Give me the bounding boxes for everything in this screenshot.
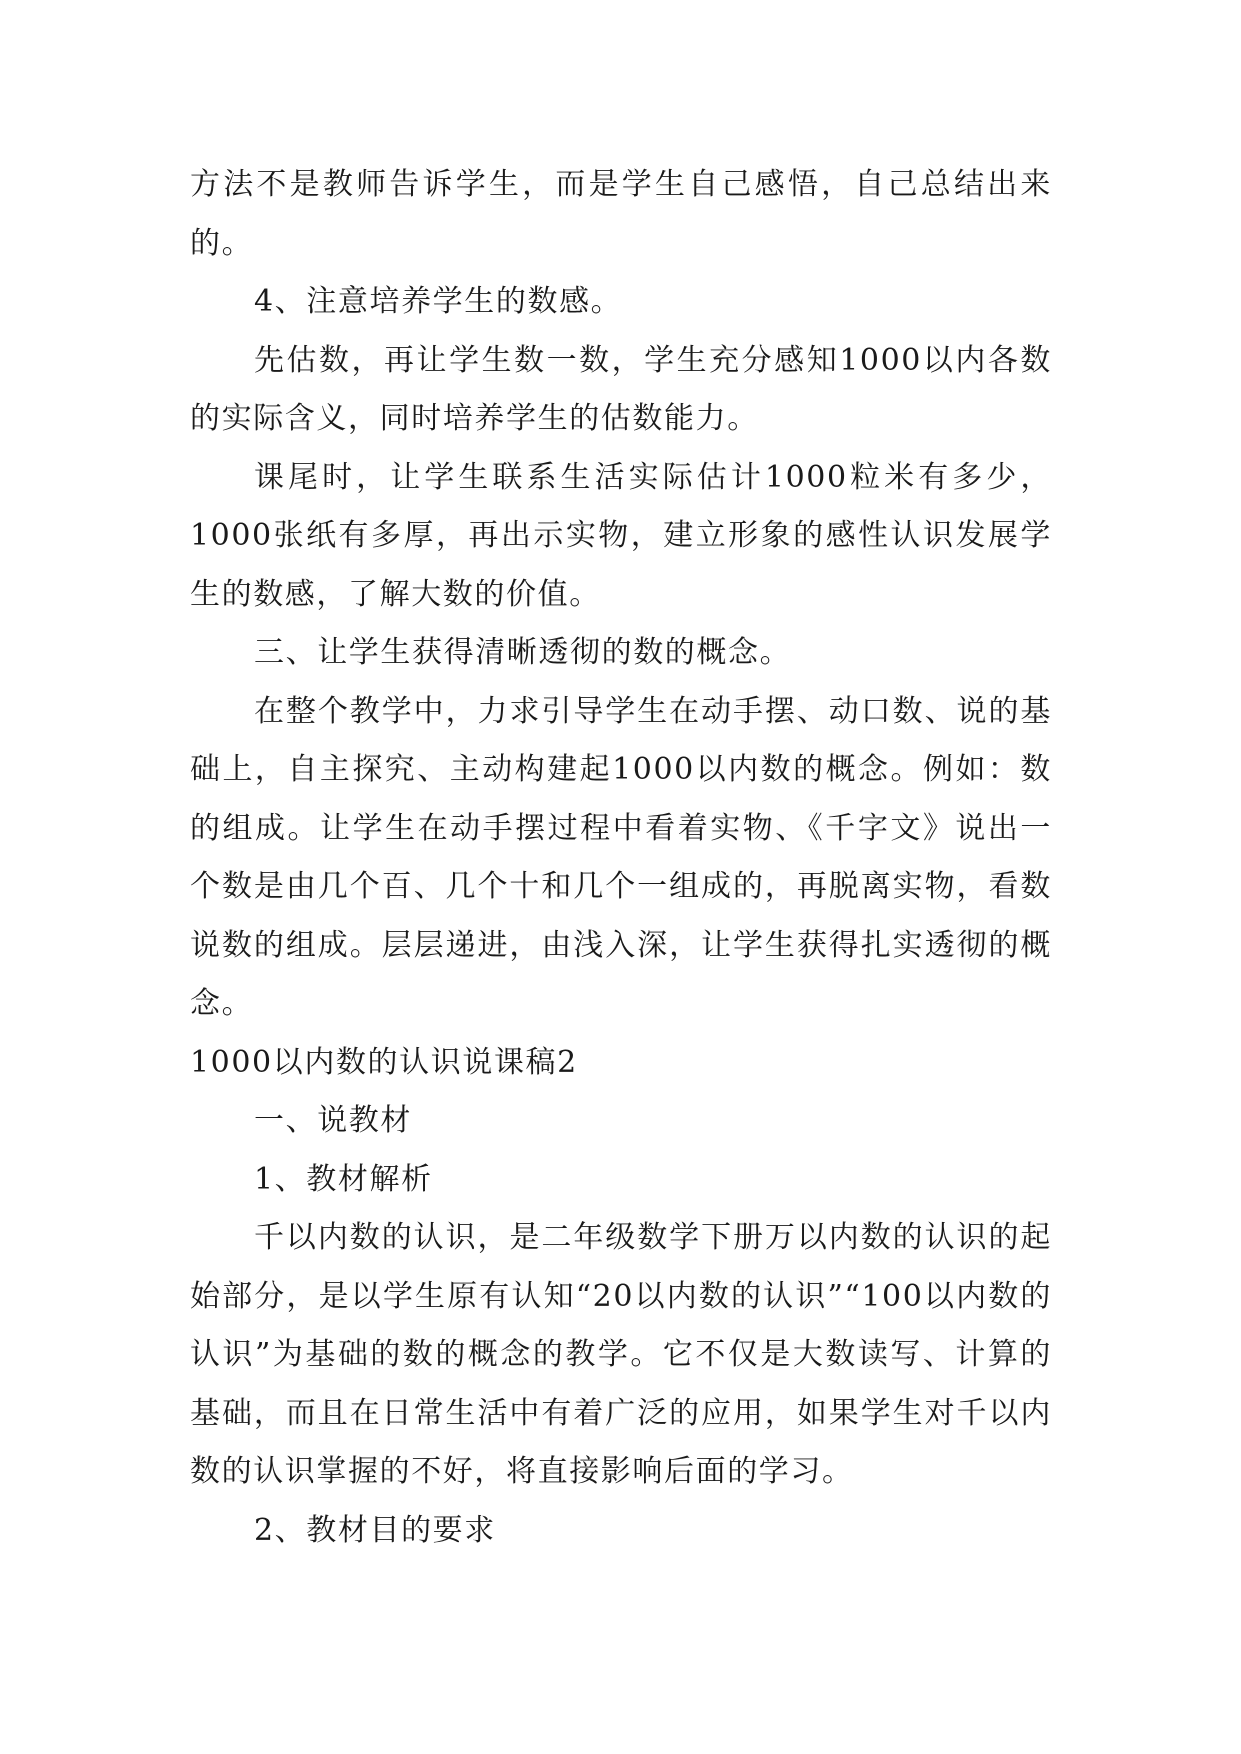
paragraph-sub-2: 2、教材目的要求 bbox=[254, 1512, 496, 1548]
paragraph-sub-1: 1、教材解析 bbox=[254, 1161, 433, 1197]
paragraph-whole-teaching: 在整个教学中，力求引导学生在动手摆、动口数、说的基础上，自主探究、主动构建起1000以内数的概念。例如：数的组成。让学生在动手摆过程中看着实物、《千字文》说出一个数是由几个百、几个十和几个一组成的，再脱离实物，看数说数的组成。层层递进，由浅入深，让学生获得扎实透彻的概念。 bbox=[190, 693, 1052, 1021]
paragraph-section-1: 一、说教材 bbox=[254, 1103, 412, 1138]
paragraph-lesson-end: 课尾时，让学生联系生活实际估计1000粒米有多少，1000张纸有多厚，再出示实物，建立形象的感性认识发展学生的数感，了解大数的价值。 bbox=[190, 459, 1052, 612]
section-title-2: 1000以内数的认识说课稿2 bbox=[190, 1044, 578, 1080]
paragraph-point-4: 4、注意培养学生的数感。 bbox=[254, 284, 623, 319]
paragraph-method-continuation: 方法不是教师告诉学生，而是学生自己感悟，自己总结出来的。 bbox=[190, 167, 1052, 261]
paragraph-analysis: 千以内数的认识，是二年级数学下册万以内数的认识的起始部分，是以学生原有认知“20以内数的认识”“100以内数的认识”为基础的数的概念的教学。它不仅是大数读写、计算的基础，而且在日常生活中有着广泛的应用，如果学生对千以内数的认识掌握的不好，将直接影响后面的学习。 bbox=[190, 1220, 1052, 1489]
paragraph-estimate: 先估数，再让学生数一数，学生充分感知1000以内各数的实际含义，同时培养学生的估数能力。 bbox=[190, 342, 1052, 436]
paragraph-section-3: 三、让学生获得清晰透彻的数的概念。 bbox=[254, 635, 792, 670]
document-body bbox=[190, 156, 1052, 1560]
